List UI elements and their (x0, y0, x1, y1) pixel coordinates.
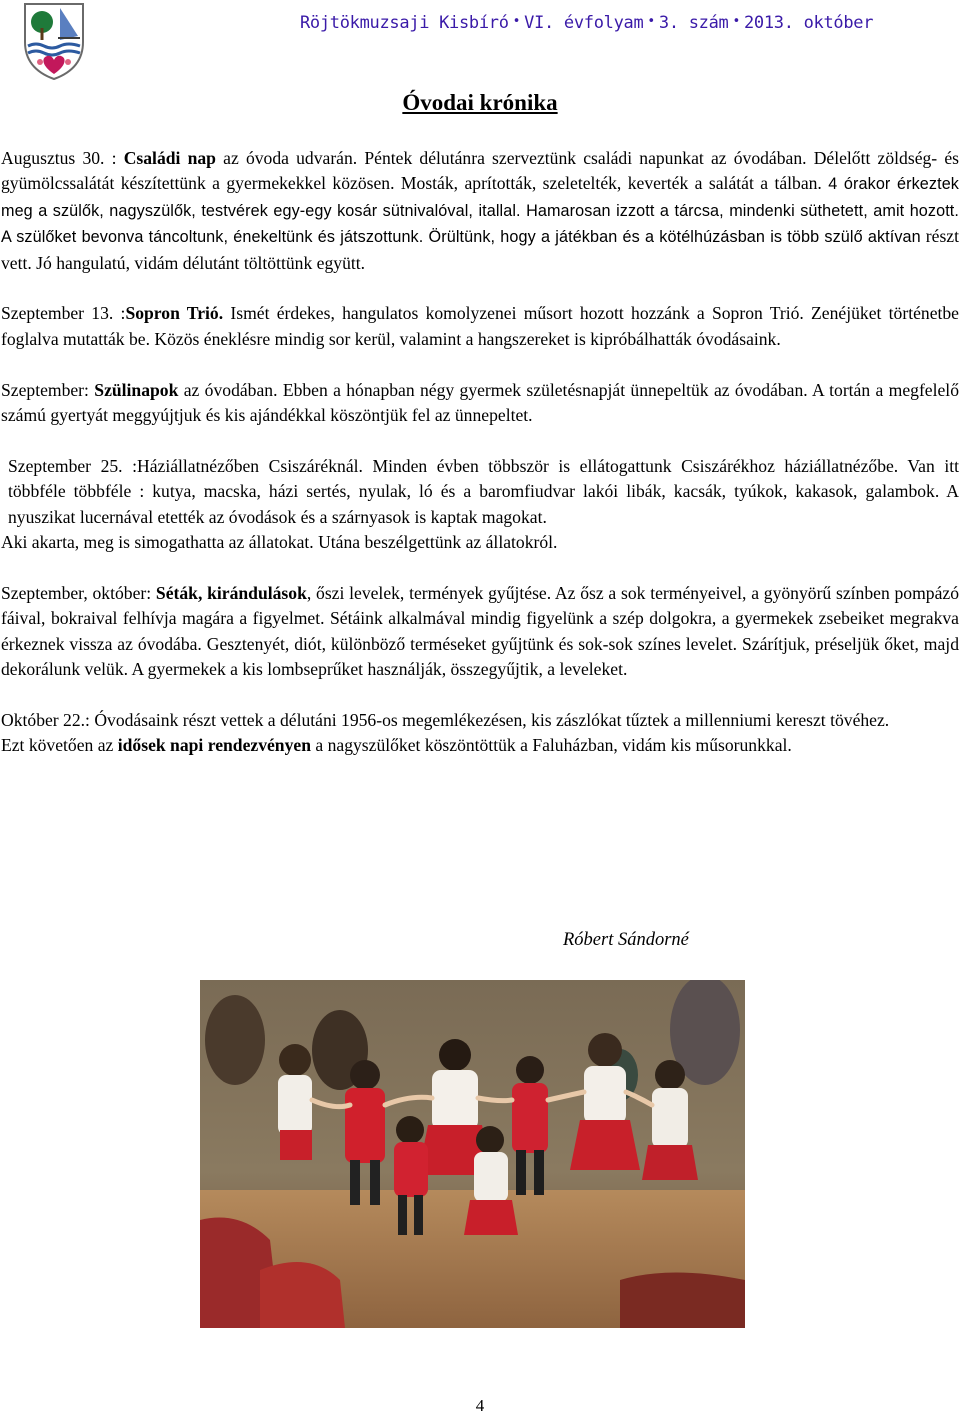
bold-text: Séták, kirándulások (155, 582, 307, 603)
paragraph-october-22 (1, 708, 959, 733)
article-body (1, 146, 959, 759)
text-span: Szeptember, október: (1, 582, 156, 603)
text-span: Szeptember: (1, 379, 95, 400)
newsletter-masthead (300, 13, 880, 33)
paragraph-farm-visit-cont (1, 530, 959, 555)
paragraph-sopron-trio (1, 301, 959, 352)
paragraph-farm-visit (1, 454, 959, 530)
paragraph-family-day (1, 146, 959, 276)
text-span: az óvoda udvarán. Péntek délutánra szerveztünk családi napunkat az óvodában. Délelőtt zöldség- és gyümölcssalátát készítettünk a gyermekekkel közösen. Mosták, aprították, szeletelték, keverték a salátát a tálban. (1, 148, 959, 194)
text-span: Október 22.: Óvodásaink részt vettek a délutáni 1956-os megemlékezésen, kis zászlókat tűztek a millenniumi kereszt tövéhez. (1, 709, 890, 730)
sans-text-span: 4 órakor érkeztek meg a szülők, nagyszülők, testvérek egy-egy kosár sütnivalóval, itallal. Hamarosan izzott a tárcsa, mindenki süthetett, amit hozott. A szülőket bevonva táncoltunk, énekeltünk és játszottunk. Örültünk, hogy a játékban és a kötélhúzásban is több szülő aktívan (1, 175, 959, 247)
page-number: 4 (475, 1396, 485, 1415)
text-span: Szeptember 25. :Háziállatnézőben Csiszáréknál. Minden évben többször is ellátogattunk Csiszárékhoz háziállatnézőbe. Van itt többféle többféle : kutya, macska, házi sertés, nyulak, ló és a baromfiudvar lakói libák, kacsák, tyúkok, kakasok, galambok. A nyuszikat lucernával etették az óvodások és a szárnyasok is kaptak magokat. (8, 455, 959, 527)
bold-text: Sopron Trió. (125, 303, 224, 324)
text-span: , őszi levelek, termények gyűjtése. Az ősz a sok terményeivel, a gyönyörű színben pompázó fáival, bokraival felhívja magára a figyelmet. Sétáink alkalmával mindig figyelünk a szép dolgokra, a gyermekek zsebeiket megrakva érkeznek vissza az óvodába. Gesztenyét, diót, különböző terméseket gyűjtünk és sok-sok színes levelet. Szárítjuk, préseljük őket, majd dekorálunk velük. A gyermekek a kis lombseprűket használják, összegyűjtik, a leveleket. (1, 582, 959, 680)
text-span: Ezt követően az (1, 735, 118, 756)
paragraph-birthdays (1, 378, 959, 429)
bold-text: Családi nap (123, 148, 216, 168)
masthead-issue: 3. szám (658, 13, 729, 33)
article-title: Óvodai krónika (402, 90, 558, 115)
text-span: Aki akarta, meg is simogathatta az állatokat. Utána beszélgettünk az állatokról. (1, 532, 558, 553)
text-span: az óvodában. Ebben a hónapban négy gyermek születésnapját ünnepeltük az óvodában. A tortán a megfelelő számú gyertyát meggyújtjuk és kis ajándékkal köszöntjük fel az ünnepeltet. (1, 379, 959, 426)
paragraph-elders-day (1, 733, 959, 758)
text-span: Augusztus 30. : (1, 148, 124, 168)
masthead-separator: • (647, 14, 655, 29)
author-signature: Róbert Sándorné (563, 930, 689, 950)
bold-text: Szülinapok (94, 379, 179, 400)
paragraph-walks (1, 581, 959, 683)
masthead-volume: VI. évfolyam (524, 13, 644, 33)
children-dancing-photo (200, 980, 745, 1328)
masthead-separator: • (512, 14, 521, 29)
text-span: a nagyszülőket köszöntöttük a Faluházban, vidám kis műsorunkkal. (310, 735, 792, 756)
masthead-date: 2013. október (744, 13, 874, 33)
bold-text: idősek napi rendezvényen (117, 735, 311, 756)
masthead-publication: Röjtökmuzsaji Kisbíró (300, 13, 509, 33)
text-span: Ismét érdekes, hangulatos komolyzenei műsort hozott hozzánk a Sopron Trió. Zenéjüket történetbe foglalva mutatták be. Közös éneklésre mindig sor kerül, valamint a hangszereket is kipróbálhatták óvodásaink. (1, 303, 959, 349)
text-span: Szeptember 13. : (1, 303, 126, 324)
text-span: részt vett. Jó hangulatú, vidám délutánt töltöttünk együtt. (1, 226, 959, 273)
masthead-separator: • (732, 14, 740, 29)
village-coat-of-arms-icon (22, 2, 86, 80)
